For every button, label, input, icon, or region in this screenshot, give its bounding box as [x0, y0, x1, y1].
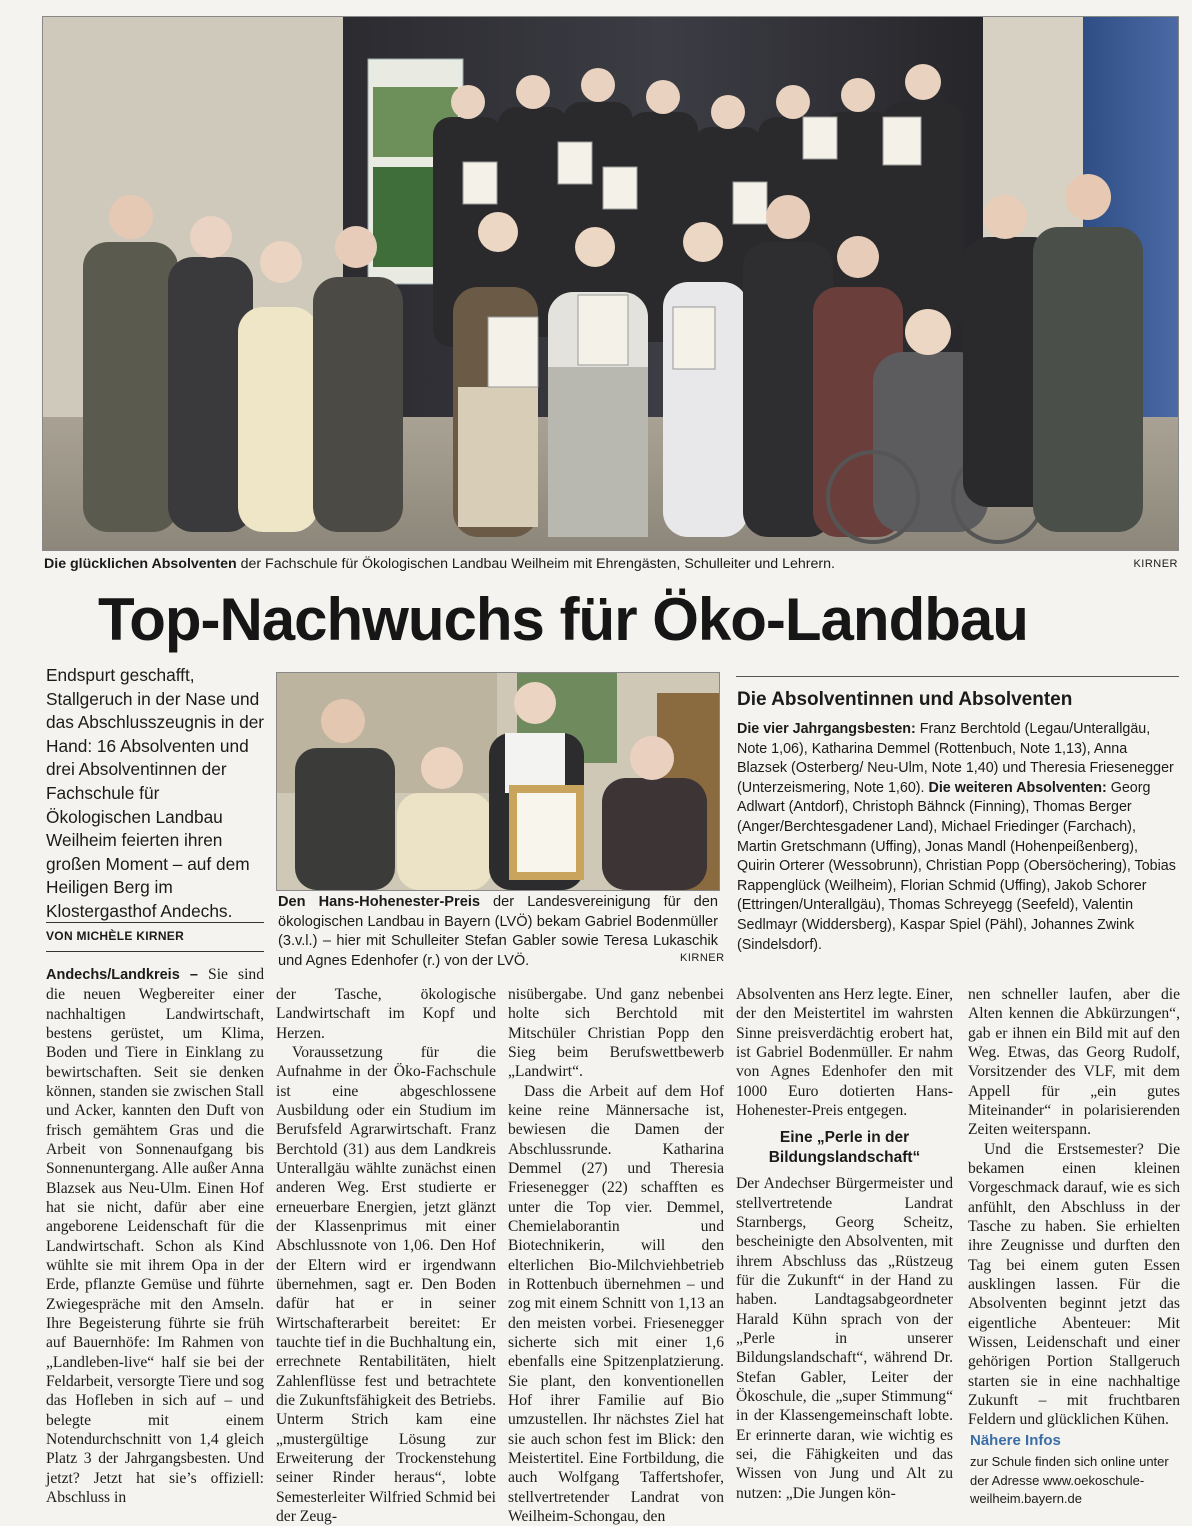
headline: Top-Nachwuchs für Öko-Landbau [98, 586, 1028, 653]
byline-rule-bottom [46, 951, 264, 952]
col4-paragraph-1: Absolventen ans Herz legte. Einer, der den Meistertitel im wahrsten Sinne preisverdächtig erobert hat, ist Gabriel Bodenmüller. Er nahm von Agnes Edenhofer den mit 1000 Euro dotierten Hans-Hohenester-Preis entgegen. [736, 986, 953, 1119]
award-caption-bold: Den Hans-Hohenester-Preis [278, 894, 481, 910]
byline: VON MICHÈLE KIRNER [46, 929, 185, 943]
main-photo-credit: KIRNER [1133, 558, 1178, 570]
award-photo-caption [278, 893, 718, 971]
main-photo-caption [44, 555, 1084, 573]
column-3 [508, 985, 724, 1526]
main-caption-bold: Die glücklichen Absolventen [44, 556, 237, 572]
column-2 [276, 985, 496, 1526]
col2-paragraph-1: der Tasche, ökologische Landwirtschaft im Kopf und Herzen. [276, 986, 496, 1042]
column-1 [46, 965, 264, 1507]
award-photo-credit: KIRNER [680, 952, 725, 964]
dateline: Andechs/Landkreis – [46, 967, 198, 983]
col2-paragraph-2: Voraussetzung für die Aufnahme in der Öko-Fachschule ist eine abgeschlossene Ausbildung oder ein Studium im Berufsfeld Agrarwirtschaft. Franz Berchtold (31) aus dem Landkreis Unterallgäu wählte zunächst einen anderen Weg. Erst studierte er erneuerbare Energien, jetzt glänzt der Klassenprimus mit einer Abschlussnote von 1,06. Den Hof der Eltern wird er irgendwann übernehmen, sagt er. Den Boden dafür hat er in seiner Wirtschafterarbeit bereitet: Er tauchte tief in die Buchhaltung ein, errechnete Rentabilitäten, hielt Zahlenflüsse fest und betrachtete die Zukunftsfähigkeit des Betriebs. Unterm Strich kam eine „mustergültige Lösung zur Erweiterung der Trockenstehung seiner Rinder heraus“, lobte Semesterleiter Wilfried Schmid bei der Zeug- [276, 1043, 496, 1525]
col5-paragraph-1: nen schneller laufen, aber die Alten kennen die Abkürzungen“, gab er ihnen ein Bild mit auf den Weg. Etwas, das Georg Rudolf, Vorsitzender des VLF, mit dem Appell für „ein gutes Miteinander“ in polarisierenden Zeiten weiterspann. [968, 986, 1180, 1139]
col4-paragraph-2: Der Andechser Bürgermeister und stellvertretende Landrat Starnbergs, Georg Scheitz, bescheinigte den Absolventen, mit ihrem Abschluss das „Rüstzeug für die Zukunft“ in der Hand zu haben. Landtagsabgeordneter Harald Kühn sprach von der „Perle in unserer Bildungslandschaft“, während Dr. Stefan Gabler, Leiter der Ökoschule, die „super Stimmung“ in der Klassengemeinschaft lobte. Er erinnerte daran, wie wichtig es sei, die Fähigkeiten und das Wissen von Jung und Alt zu nutzen: „Die Jungen kön- [736, 1175, 953, 1502]
col1-paragraph [46, 965, 264, 1507]
lead-paragraph: Endspurt geschafft, Stallgeruch in der Nase und das Abschlusszeugnis in der Hand: 16 Absolventen und drei Absolventinnen der Fachschule für Ökologischen Landbau Weilheim feierten ihren großen Moment – auf dem Heiligen Berg im Klostergasthof Andechs. [46, 665, 265, 921]
others-label: Die weiteren Absolventen: [928, 779, 1107, 796]
box-rule [736, 676, 1179, 677]
award-photo-illustration [277, 673, 719, 890]
col3-paragraph-1: nisübergabe. Und ganz nebenbei holte sich Berchtold mit Mitschüler Christian Popp den Sieg beim Berufswettbewerb „Landwirt“. [508, 986, 724, 1081]
info-title: Nähere Infos [970, 1432, 1061, 1449]
subheading: Eine „Perle in der Bildungslandschaft“ [768, 1129, 921, 1167]
graduates-box-title: Die Absolventinnen und Absolventen [737, 689, 1073, 710]
main-caption-text: der Fachschule für Ökologischen Landbau Weilheim mit Ehrengästen, Schulleiter und Lehrern. [236, 556, 835, 572]
award-photo [276, 672, 720, 891]
others-text: Georg Adlwart (Antdorf), Christoph Bähnck (Finning), Thomas Berger (Anger/Berchtesgadener Land), Michael Friedinger (Farchach), Martin Gretschmann (Uffing), Jonas Mandl (Hohenpeißenberg), Quirin Orterer (Wessobrunn), Christian Popp (Obersöchering), Tobias Rappenglück (Weilheim), Florian Schmid (Uffing), Jakob Schorer (Ettringen/Unterallgäu), Thomas Schreyegg (Seefeld), Valentin Sedlmayr (Widdersberg), Kaspar Spiel (Pähl), Johannes Zwink (Sindelsdorf). [737, 779, 1176, 953]
best-text: Franz Berchtold (Legau/Unterallgäu, Note 1,06), Katharina Demmel (Rottenbuch, Note 1,13), Anna Blazsek (Osterberg/ Neu-Ulm, Note 1,40) und Theresia Friesenegger (Unterzeismering, Note 1,60). [737, 721, 1174, 796]
col3-paragraph-2: Dass die Arbeit auf dem Hof keine reine Männersache ist, bewiesen die Damen der Abschlussrunde. Katharina Demmel (27) und Theresia Friesenegger (22) schafften es unter die Top vier. Demmel, Chemielaborantin und Biotechnikerin, will den elterlichen Bio-Milchviehbetrieb in Rottenbuch übernehmen – und zog mit einem Schnitt von 1,13 an den meisten vorbei. Friesenegger sicherte sich mit einer 1,6 ebenfalls eine Spitzenplatzierung. Sie plant, den konventionellen Hof ihrer Familie auf Bio umzustellen. Ihr nächstes Ziel hat sie auch schon fest im Blick: den Meistertitel. Eine Fortbildung, die auch Wolfgang Taffertshofer, stellvertretender Landrat von Weilheim-Schongau, den [508, 1082, 724, 1525]
award-caption-text: der Landesvereinigung für den ökologischen Landbau in Bayern (LVÖ) bekam Gabriel Bodenmüller (3.v.l.) – hier mit Schulleiter Stefan Gabler sowie Teresa Lukaschik und Agnes Edenhofer (r.) von der LVÖ. [278, 894, 718, 969]
graduates-box-text [737, 720, 1179, 955]
column-5 [968, 985, 1180, 1430]
group-photo [42, 16, 1179, 551]
byline-rule-top [46, 922, 264, 923]
col1-text: Sie sind die neuen Wegbereiter einer nachhaltigen Landwirtschaft, bestens gerüstet, um Klima, Boden und Tiere in Einklang zu bewirtschaften. Seit sie denken können, standen sie zwischen Stall und Acker, kannten den Duft von frisch gemähtem Gras und die Arbeit von Sonnenaufgang bis Sonnenuntergang. Alle außer Anna Blazsek aus Neu-Ulm. Einen Hof hat sie nicht, dafür aber eine angeborene Leidenschaft für die Landwirtschaft. Schon als Kind wühlte sie mit ihrem Opa in der Erde, pflanzte Gemüse und führte Zwiegespräche mit den Amseln. Ihre Begeisterung führte sie früh auf Bauernhöfe: Im Rahmen von „Landleben-live“ half sie bei der Feldarbeit, versorgte Tiere und sog das Hofleben in sich auf – und belegte mit einem Notendurchschnitt von 1,4 gleich Platz 3 der Jahrgangsbesten. Und jetzt? Jetzt hat sie’s offiziell: Abschluss in [46, 966, 264, 1506]
info-text: zur Schule finden sich online unter der Adresse www.oekoschule-weilheim.bayern.de [970, 1454, 1169, 1507]
col5-paragraph-2: Und die Erstsemester? Die bekamen einen kleinen Vorgeschmack darauf, wie es sich anfühlt, den Abschluss in der Tasche zu haben. Sie erhielten ihre Zeugnisse und durften den Tag bei einem guten Essen ausklingen lassen. Für die Absolventen beginnt jetzt das eigentliche Abenteuer: Mit Wissen, Leidenschaft und einer gehörigen Portion Stallgeruch starten sie in eine nachhaltige Zukunft – mit fruchtbaren Feldern und glücklichen Kühen. [968, 1140, 1180, 1429]
column-4 [736, 985, 953, 1503]
best-label: Die vier Jahrgangsbesten: [737, 721, 916, 737]
group-photo-illustration [43, 17, 1178, 550]
